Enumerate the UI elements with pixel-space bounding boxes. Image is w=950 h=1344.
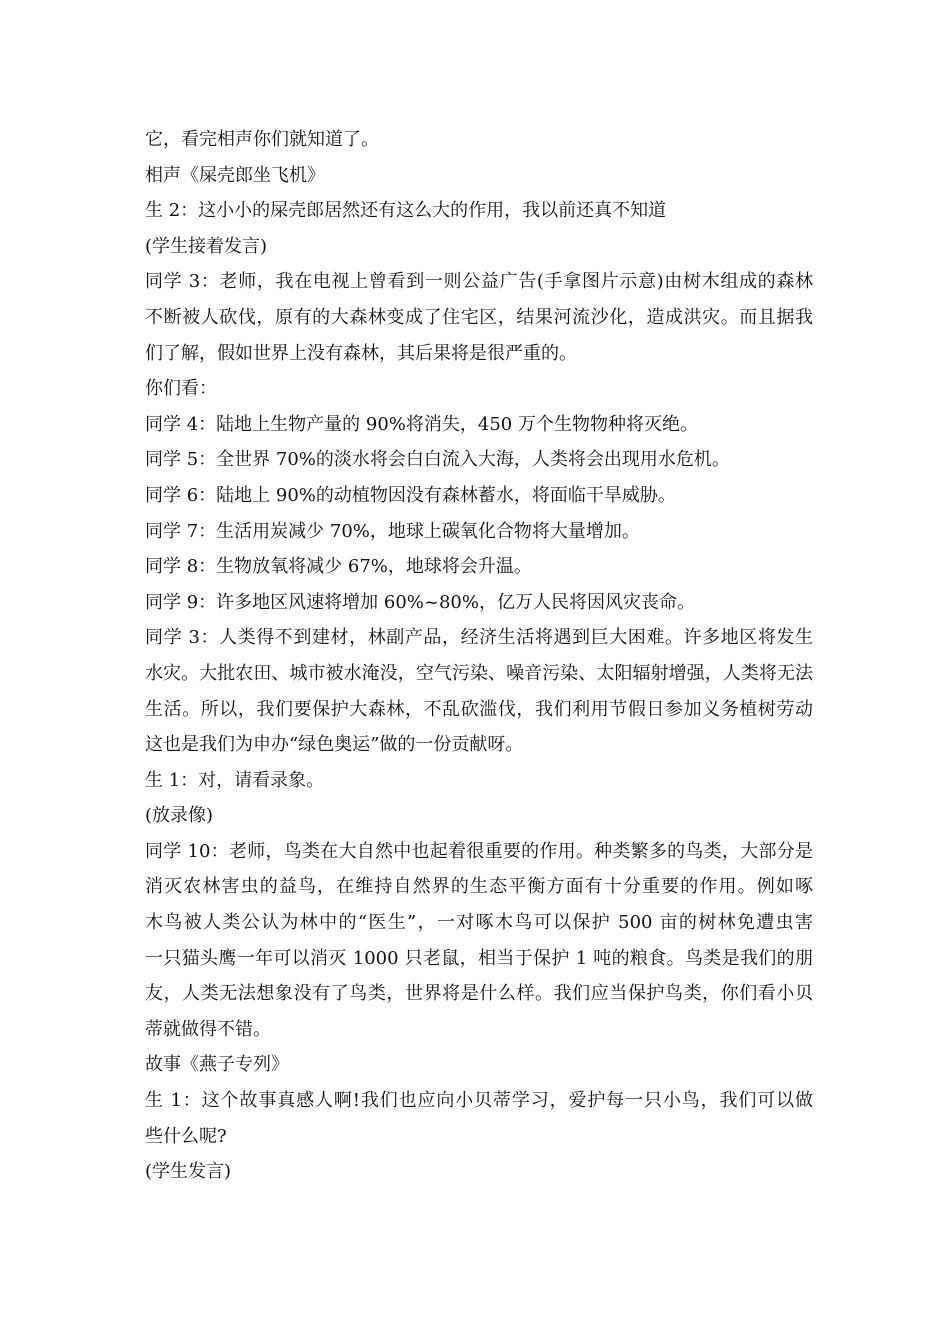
text-line: 消灭农林害虫的益鸟，在维持自然界的生态平衡方面有十分重要的作用。例如啄 bbox=[145, 876, 813, 898]
text-line: 同学 8：生物放氧将减少 67%，地球将会升温。 bbox=[145, 556, 532, 578]
text-line: 同学 7：生活用炭减少 70%，地球上碳氧化合物将大量增加。 bbox=[145, 520, 640, 542]
text-line: 同学 5：全世界 70%的淡水将会白白流入大海，人类将会出现用水危机。 bbox=[145, 449, 730, 471]
text-line: 它，看完相声你们就知道了。 bbox=[145, 129, 379, 150]
text-line: 水灾。大批农田、城市被水淹没，空气污染、噪音污染、太阳辐射增强，人类将无法 bbox=[145, 662, 813, 684]
text-line: 同学 9：许多地区风速将增加 60%~80%，亿万人民将因风灾丧命。 bbox=[145, 591, 695, 613]
text-line: 故事《燕子专列》 bbox=[145, 1054, 289, 1076]
text-line: (学生发言) bbox=[145, 1161, 232, 1183]
text-line: 们了解，假如世界上没有森林，其后果将是很严重的。 bbox=[145, 342, 577, 364]
text-line: 相声《屎壳郎坐飞机》 bbox=[145, 164, 325, 186]
text-line: 生活。所以，我们要保护大森林，不乱砍滥伐，我们利用节假日参加义务植树劳动 bbox=[145, 698, 813, 720]
text-line: 生 2：这小小的屎壳郎居然还有这么大的作用，我以前还真不知道 bbox=[145, 200, 667, 222]
text-line: 友，人类无法想象没有了鸟类，世界将是什么样。我们应当保护鸟类，你们看小贝 bbox=[145, 983, 813, 1005]
text-line: 生 1：对，请看录象。 bbox=[145, 769, 325, 791]
text-line: 生 1：这个故事真感人啊!我们也应向小贝蒂学习，爱护每一只小鸟，我们可以做 bbox=[145, 1090, 813, 1112]
text-line: 同学 10：老师，鸟类在大自然中也起着很重要的作用。种类繁多的鸟类，大部分是 bbox=[145, 840, 813, 862]
text-line: 同学 4：陆地上生物产量的 90%将消失，450 万个生物物种将灭绝。 bbox=[145, 413, 698, 435]
text-line: 不断被人砍伐，原有的大森林变成了住宅区，结果河流沙化，造成洪灾。而且据我 bbox=[145, 306, 813, 328]
text-line: 些什么呢? bbox=[145, 1125, 227, 1147]
text-line: (学生接着发言) bbox=[145, 235, 268, 257]
text-line: 木鸟被人类公认为林中的“医生”，一对啄木鸟可以保护 500 亩的树林免遭虫害 bbox=[145, 912, 813, 934]
text-line: 蒂就做得不错。 bbox=[145, 1018, 271, 1040]
text-line: 同学 3：老师，我在电视上曾看到一则公益广告(手拿图片示意)由树木组成的森林 bbox=[145, 271, 813, 293]
text-line: 同学 6：陆地上 90%的动植物因没有森林蓄水，将面临干旱威胁。 bbox=[145, 484, 676, 506]
text-line: 你们看： bbox=[145, 378, 217, 400]
text-line: 这也是我们为申办“绿色奥运”做的一份贡献呀。 bbox=[145, 734, 524, 756]
text-line: (放录像) bbox=[145, 805, 214, 827]
document-body bbox=[145, 122, 813, 1190]
text-line: 同学 3：人类得不到建材，林副产品，经济生活将遇到巨大困难。许多地区将发生 bbox=[145, 627, 813, 649]
text-line: 一只猫头鹰一年可以消灭 1000 只老鼠，相当于保护 1 吨的粮食。鸟类是我们的朋 bbox=[145, 947, 813, 969]
